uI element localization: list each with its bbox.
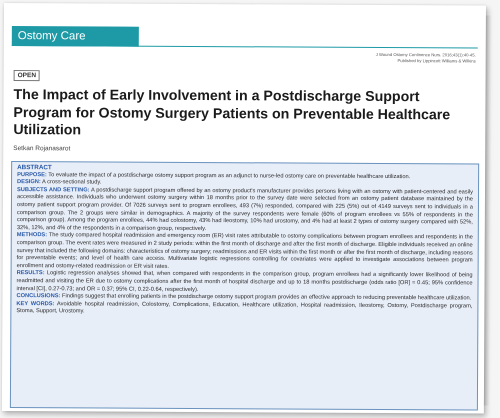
purpose-text: To evaluate the impact of a postdischarge ostomy support program as an adjunct to nurse-led ostomy care on preventable healthcare utilization. — [48, 171, 411, 180]
abstract-keywords — [16, 301, 472, 319]
methods-text: The study compared hospital readmission and emergency room (ER) visit rates attributable to ostomy complications between program enrollees and respondents in the comparison group. The event rates were measured in 2 study periods: within the first month of discharge and after the first month of discharge. Eligible individuals received an online survey that included the following domains: characteristics of ostomy surgery; readmissions and ER visits within the first month or after the first month of discharge, including reasons for preventable events; and level of health care access. Multivariate logistic regressions controlling for covariates were applied to investigate associations between program enrollment and ostomy-related readmission or ER visit rates. — [16, 232, 473, 270]
author-name: Setkan Rojanasarot — [13, 145, 71, 153]
journal-citation — [376, 52, 476, 64]
conclusions-label: CONCLUSIONS: — [16, 293, 61, 300]
design-label: DESIGN: — [17, 179, 41, 186]
article-page — [2, 3, 486, 414]
open-access-badge: OPEN — [14, 70, 40, 81]
abstract-subjects — [17, 187, 473, 235]
purpose-label: PURPOSE: — [17, 171, 47, 178]
journal-line-2: Published by Lippincott Williams & Wilkins — [397, 57, 476, 63]
abstract-heading: ABSTRACT — [17, 164, 52, 172]
journal-line-1: J Wound Ostomy Continence Nurs. 2016;43(1):40-45. — [375, 51, 476, 58]
methods-label: METHODS: — [16, 232, 48, 239]
section-band: Ostomy Care — [12, 26, 139, 47]
subjects-text: A postdischarge support program offered by an ostomy product's manufacturer provides persons living with an ostomy with patient-centered and easily accessible assistance. Individuals who underwent ostomy surgery within 18 months prior to the survey date were selected from an ostomy patient database maintained by the ostomy patient support program provider. Of 7026 surveys sent to program enrollees, 493 (7%) responded, compared with 225 (5%) out of 4149 surveys sent to individuals in a comparison group. The 2 groups were similar in demographics. A majority of the survey respondents were female (60% of program enrollees vs 55% of respondents in the comparison group). Among the program enrollees, 44% had colostomy, 43% had ileostomy, 10% had urostomy, and 4% had at least 2 types of ostomy surgery compared with 52%, 32%, 12%, and 4% of the respondents in a comparison group, respectively. — [16, 187, 474, 232]
header-rule — [12, 45, 478, 48]
article-title: The Impact of Early Involvement in a Postdischarge Support Program for Ostomy Surgery Patients on Preventable Healthcare Utilization — [13, 87, 451, 139]
keywords-label: KEY WORDS: — [16, 300, 55, 307]
results-text: Logistic regression analyses showed that, when compared with respondents in the comparison group, program enrollees had a significantly lower likelihood of being readmitted and visiting the ER due to ostomy complications after the first month of hospital discharge and up to 18 months postdischarge (odds ratio [OR] = 0.45; 95% confidence interval [CI], 0.27-0.73; and OR = 0.37; 95% CI, 0.22-0.64, respectively). — [16, 270, 473, 293]
keywords-text: Avoidable hospital readmission, Colostomy, Complications, Education, Healthcare utilization, Hospital readmission, Ileostomy, Ostomy, Postdischarge program, Stoma, Support, Urostomy. — [16, 300, 473, 315]
abstract-methods — [17, 232, 473, 272]
abstract-box — [10, 161, 479, 410]
results-label: RESULTS: — [16, 270, 45, 277]
abstract-results — [16, 270, 472, 295]
design-text: A cross-sectional study. — [42, 179, 102, 186]
subjects-label: SUBJECTS AND SETTING: — [17, 186, 90, 194]
conclusions-text: Findings suggest that enrolling patients in the postdischarge ostomy support program provides an effective approach to reducing preventable healthcare utilization. — [61, 293, 472, 302]
